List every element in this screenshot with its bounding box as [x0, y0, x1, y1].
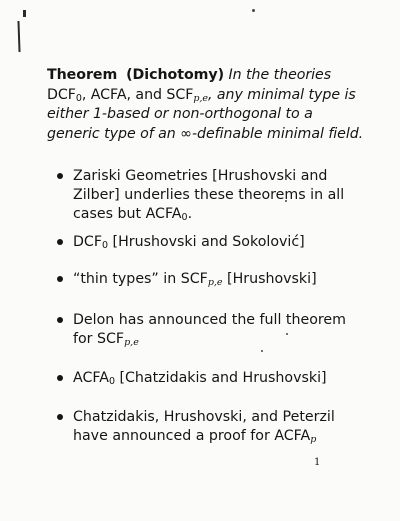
bullet-subscript: p,e — [124, 337, 139, 348]
bullet-rest: [Hrushovski and Zilber] underlies these theorems in all cases but ACFA — [73, 168, 345, 222]
bullet-dot — [57, 317, 63, 323]
scan-mark-top — [23, 10, 26, 17]
theorem-name: (Dichotomy) — [126, 67, 225, 83]
theorem-statement — [47, 66, 365, 144]
acfa-scf-term: ACFA, and SCF — [90, 86, 194, 103]
bullet-text — [73, 311, 357, 349]
scan-speck — [252, 9, 255, 12]
bullet-lead: Chatzidakis, Hrushovski, and Peterzil have announced a proof for ACFA — [73, 409, 335, 444]
bullet-text — [73, 233, 357, 252]
bullet-dot — [57, 375, 63, 381]
bullet-rest: [Hrushovski and Sokolović] — [108, 234, 305, 250]
bullet-dot — [57, 173, 63, 179]
bullet-subscript: p,e — [207, 277, 223, 288]
bullet-rest: [Hrushovski] — [222, 271, 317, 287]
bullet-text — [73, 369, 357, 388]
scan-mark-left — [17, 21, 20, 52]
bullet-subscript: p — [310, 434, 317, 445]
bullet-lead: DCF — [73, 234, 102, 250]
scan-speck — [261, 350, 263, 352]
bullet-lead: “thin types” in SCF — [73, 271, 208, 287]
bullet-rest: [Chatzidakis and Hrushovski] — [114, 370, 327, 386]
dcf-term: DCF — [47, 86, 76, 103]
bullet-text — [73, 167, 357, 224]
bullet-dot — [57, 239, 63, 245]
bullet-subscript: 0 — [102, 240, 109, 251]
dcf-subscript: 0 — [75, 92, 82, 104]
page-number: 1 — [314, 457, 321, 468]
bullet-text — [73, 270, 357, 289]
bullet-dot — [57, 276, 63, 282]
bullet-subscript: 0 — [181, 212, 188, 223]
theorem-label: Theorem — [47, 67, 118, 83]
bullet-lead: ACFA — [73, 370, 109, 386]
bullet-dot — [57, 414, 63, 420]
bullet-text — [73, 408, 357, 446]
zariski-title: Zariski Geometries — [73, 168, 208, 184]
bullet-lead: Delon has announced the full theorem for SCF — [73, 312, 346, 347]
scf-subscript: p,e — [193, 92, 208, 104]
theorem-text-1: In the theories — [228, 67, 332, 83]
bullet-subscript: 0 — [108, 376, 115, 387]
theorem-comma: , — [81, 86, 87, 103]
bullet-end: . — [187, 206, 193, 222]
theorem-text-2: , any minimal type is either 1-based or non-orthogonal to a generic type of an ∞-definable minimal field. — [47, 86, 364, 142]
